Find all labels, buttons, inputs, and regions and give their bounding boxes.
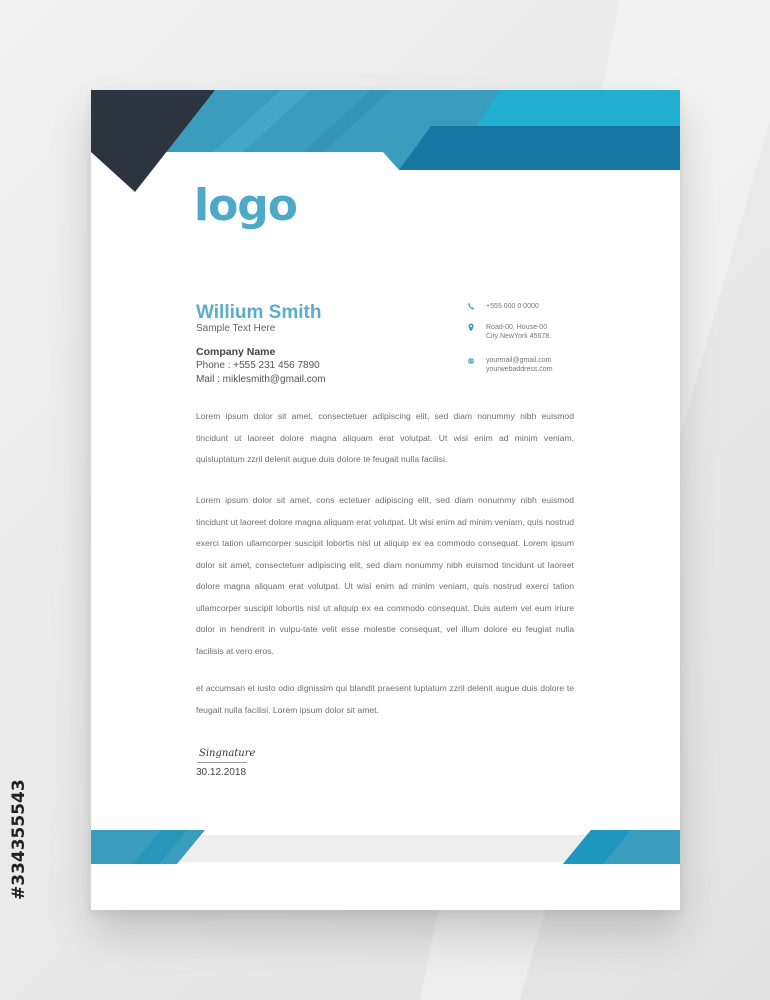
signature-underline — [197, 762, 247, 763]
signature: Singnature — [199, 748, 256, 759]
sender-mail[interactable]: Mail : miklesmith@gmail.com — [196, 374, 326, 385]
sender-tagline: Sample Text Here — [196, 323, 276, 334]
footer-decoration — [91, 830, 680, 910]
globe-icon — [467, 356, 475, 365]
signature-date: 30.12.2018 — [196, 767, 247, 778]
sender-phone: Phone : +555 231 456 7890 — [196, 360, 320, 371]
logo: logo — [194, 180, 298, 231]
body-paragraph-3: et accumsan et iusto odio dignissim qui blandit praesent luptatum zzril delenit augue duis dolore te feugait nulla facilisi. Lorem ipsum dolor sit amet. — [196, 683, 574, 715]
contact-email[interactable]: yourmail@gmail.com — [486, 357, 552, 364]
header-decoration — [91, 90, 680, 195]
sender-name: Willium Smith — [196, 302, 322, 323]
company-name: Company Name — [196, 346, 276, 358]
contact-address-line1: Road-00, House-00 — [486, 324, 548, 331]
contact-address-line2: City NewYork 45678. — [486, 333, 552, 340]
contact-website[interactable]: yourwebaddress.com — [486, 366, 553, 373]
stock-id-watermark — [10, 762, 38, 902]
svg-text:#334355543: #334355543 — [10, 779, 29, 900]
letterhead-sheet — [91, 90, 680, 910]
phone-icon — [467, 302, 475, 311]
location-pin-icon — [467, 323, 475, 332]
body-paragraph-2: Lorem ipsum dolor sit amet, cons ectetuer adipiscing elit, sed diam nonummy nibh euismod tincidunt ut laoreet dolore magna aliquam erat volutpat. Ut wisi enim ad minim veniam, quis nostrud exerci tation ullamcorper suscipit lobortis nisl ut aliquip ex ea commodo consequat. Lorem ipsum dolor sit amet, consectetuer adipiscing elit, sed diam nonummy nibh euismod tincidunt ut laoreet dolore magna aliquam erat volutpat. Ut wisi enim ad minim veniam, quis nostrud exerci tation ullamcorper suscipit lobortis nisl ut aliquip ex ea commodo consequat. Duis autem vel eum iriure dolor in hendrerit in vulpu-tate velit esse molestie consequat, vel illum dolore eu feugiat nulla facilisis at vero eros. — [196, 495, 574, 656]
contact-phone-text: +555 000 0 0000 — [486, 303, 539, 310]
body-paragraph-1: Lorem ipsum dolor sit amet, consectetuer adipiscing elit, sed diam nonummy nibh euismod tincidunt ut laoreet dolore magna aliquam erat volutpat. Ut wisi enim ad minim veniam, quisluptatum zzril delenit augue duis dolore te feugait nulla facilisi. — [196, 411, 574, 464]
